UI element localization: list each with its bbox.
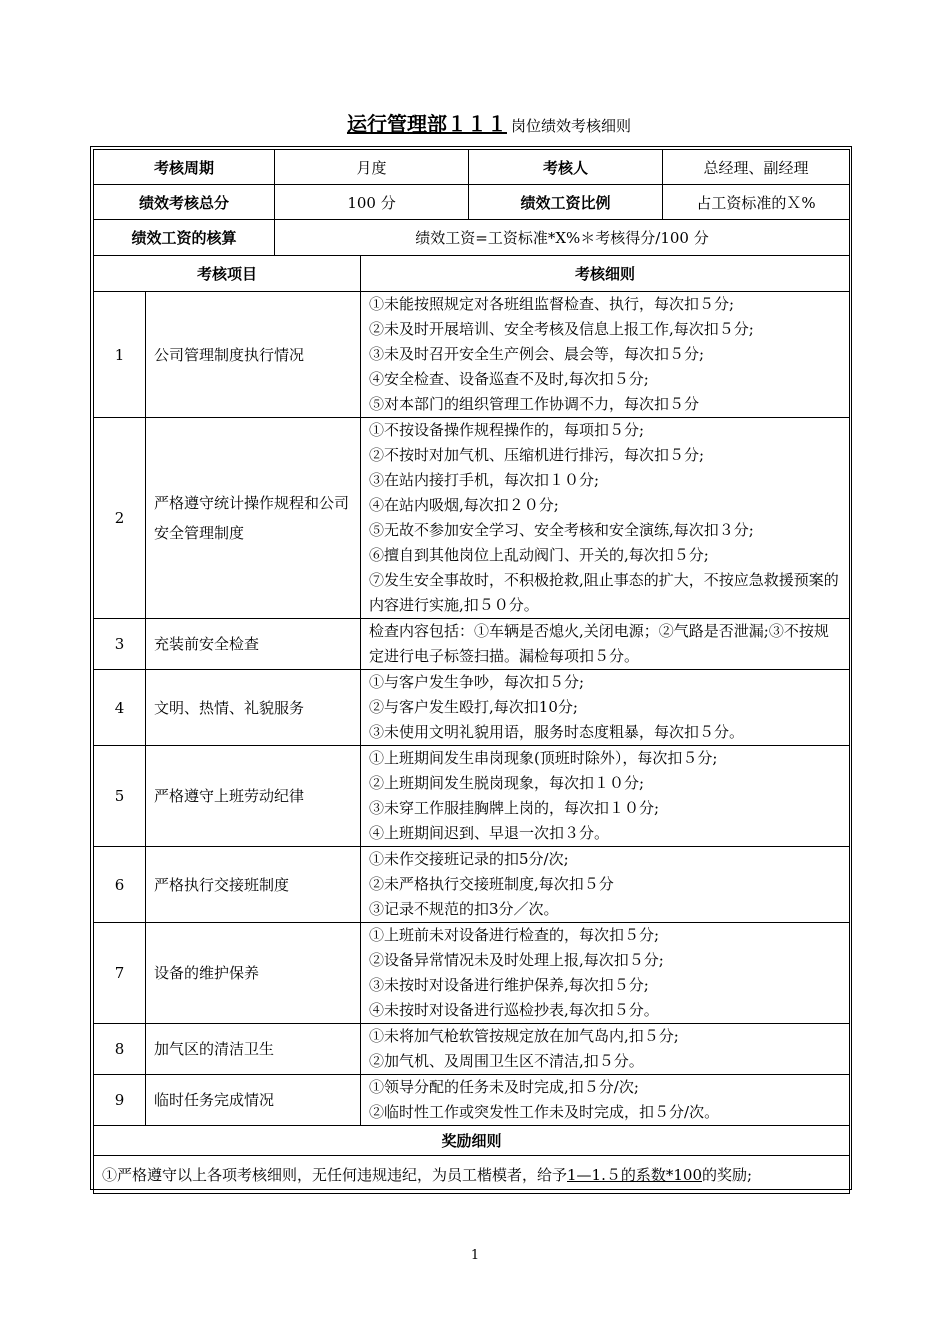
detail-line: ③未穿工作服挂胸牌上岗的，每次扣１０分; bbox=[369, 799, 660, 817]
row-details bbox=[361, 746, 850, 847]
table-row bbox=[94, 619, 850, 670]
row-number: 6 bbox=[94, 847, 146, 923]
detail-line: ①上班前未对设备进行检查的，每次扣５分; bbox=[369, 926, 660, 944]
detail-line: ④上班期间迟到、早退一次扣３分。 bbox=[369, 824, 610, 842]
row-number: 7 bbox=[94, 923, 146, 1024]
row-details bbox=[361, 418, 850, 619]
detail-line: ③未使用文明礼貌用语，服务时态度粗暴，每次扣５分。 bbox=[369, 723, 745, 741]
row-item-name: 加气区的清洁卫生 bbox=[146, 1024, 361, 1075]
row-details bbox=[361, 1075, 850, 1126]
table-row bbox=[94, 847, 850, 923]
detail-line: ①与客户发生争吵，每次扣５分; bbox=[369, 673, 585, 691]
row-item-name: 充装前安全检查 bbox=[146, 619, 361, 670]
detail-line: ①不按设备操作规程操作的，每项扣５分; bbox=[369, 421, 645, 439]
row-item-name: 文明、热情、礼貌服务 bbox=[146, 670, 361, 746]
row-details bbox=[361, 619, 850, 670]
detail-line: ③未及时召开安全生产例会、晨会等，每次扣５分; bbox=[369, 345, 705, 363]
detail-line: ④安全检查、设备巡查不及时,每次扣５分; bbox=[369, 370, 649, 388]
row-item-name: 临时任务完成情况 bbox=[146, 1075, 361, 1126]
reward-text-before: ①严格遵守以上各项考核细则，无任何违规违纪，为员工楷模者，给予 bbox=[102, 1166, 568, 1184]
period-label: 考核周期 bbox=[94, 150, 275, 185]
reward-text-after: 的奖励; bbox=[702, 1166, 753, 1184]
row-item-name: 严格遵守上班劳动纪律 bbox=[146, 746, 361, 847]
column-header-item: 考核项目 bbox=[94, 256, 361, 292]
table-row bbox=[94, 746, 850, 847]
detail-line: ④未按时对设备进行巡检抄表,每次扣５分。 bbox=[369, 1001, 659, 1019]
title-sub: 岗位绩效考核细则 bbox=[510, 117, 631, 135]
detail-line: ①未能按照规定对各班组监督检查、执行，每次扣５分; bbox=[369, 295, 735, 313]
detail-line: ②设备异常情况未及时处理上报,每次扣５分; bbox=[369, 951, 664, 969]
row-item-name: 设备的维护保养 bbox=[146, 923, 361, 1024]
detail-line: ①未将加气枪软管按规定放在加气岛内,扣５分; bbox=[369, 1027, 679, 1045]
row-number: 2 bbox=[94, 418, 146, 619]
detail-line: ⑥擅自到其他岗位上乱动阀门、开关的,每次扣５分; bbox=[369, 546, 709, 564]
total-score-label: 绩效考核总分 bbox=[94, 185, 275, 220]
row-details bbox=[361, 292, 850, 418]
detail-line: ②加气机、及周围卫生区不清洁,扣５分。 bbox=[369, 1052, 644, 1070]
table-row bbox=[94, 1024, 850, 1075]
row-number: 9 bbox=[94, 1075, 146, 1126]
detail-line: ②未及时开展培训、安全考核及信息上报工作,每次扣５分; bbox=[369, 320, 754, 338]
page-number: 1 bbox=[470, 1248, 480, 1263]
detail-line: 检查内容包括：①车辆是否熄火,关闭电源；②气路是否泄漏;③不按规定进行电子标签扫描。漏检每项扣５分。 bbox=[369, 622, 829, 665]
total-score-value: 100 分 bbox=[275, 185, 469, 220]
row-details bbox=[361, 847, 850, 923]
detail-line: ②不按时对加气机、压缩机进行排污，每次扣５分; bbox=[369, 446, 705, 464]
table-row bbox=[94, 292, 850, 418]
detail-line: ③在站内接打手机，每次扣１０分; bbox=[369, 471, 600, 489]
detail-line: ①上班期间发生串岗现象(顶班时除外），每次扣５分; bbox=[369, 749, 718, 767]
period-value: 月度 bbox=[275, 150, 469, 185]
assessor-label: 考核人 bbox=[469, 150, 663, 185]
detail-line: ②上班期间发生脱岗现象，每次扣１０分; bbox=[369, 774, 645, 792]
title-main: 运行管理部１１１ bbox=[346, 112, 507, 136]
detail-line: ②临时性工作或突发性工作未及时完成，扣５分/次。 bbox=[369, 1103, 720, 1121]
assessor-value: 总经理、副经理 bbox=[663, 150, 850, 185]
table-row bbox=[94, 1075, 850, 1126]
detail-line: ③记录不规范的扣3分／次。 bbox=[369, 900, 559, 918]
ratio-label: 绩效工资比例 bbox=[469, 185, 663, 220]
table-row bbox=[94, 418, 850, 619]
document-title bbox=[0, 108, 950, 137]
detail-line: ①领导分配的任务未及时完成,扣５分/次; bbox=[369, 1078, 639, 1096]
detail-line: ⑦发生安全事故时，不积极抢救,阻止事态的扩大，不按应急救援预案的内容进行实施,扣５０分。 bbox=[369, 571, 839, 614]
detail-line: ①未作交接班记录的扣5分/次; bbox=[369, 850, 569, 868]
table-row bbox=[94, 670, 850, 746]
assessment-table bbox=[93, 149, 850, 1194]
detail-line: ②未严格执行交接班制度,每次扣５分 bbox=[369, 875, 614, 893]
reward-text bbox=[94, 1156, 850, 1194]
detail-line: ⑤对本部门的组织管理工作协调不力，每次扣５分 bbox=[369, 395, 700, 413]
row-number: 3 bbox=[94, 619, 146, 670]
detail-line: ④在站内吸烟,每次扣２０分; bbox=[369, 496, 559, 514]
row-item-name: 严格执行交接班制度 bbox=[146, 847, 361, 923]
calc-label: 绩效工资的核算 bbox=[94, 220, 275, 256]
table-row bbox=[94, 923, 850, 1024]
row-number: 5 bbox=[94, 746, 146, 847]
detail-line: ③未按时对设备进行维护保养,每次扣５分; bbox=[369, 976, 649, 994]
row-item-name: 公司管理制度执行情况 bbox=[146, 292, 361, 418]
row-details bbox=[361, 923, 850, 1024]
row-number: 1 bbox=[94, 292, 146, 418]
row-details bbox=[361, 1024, 850, 1075]
ratio-value: 占工资标准的Ｘ% bbox=[663, 185, 850, 220]
row-item-name: 严格遵守统计操作规程和公司安全管理制度 bbox=[146, 418, 361, 619]
calc-value: 绩效工资=工资标准*X%＊考核得分/100 分 bbox=[275, 220, 850, 256]
column-header-detail: 考核细则 bbox=[361, 256, 850, 292]
assessment-table-frame bbox=[90, 146, 852, 1190]
detail-line: ⑤无故不参加安全学习、安全考核和安全演练,每次扣３分; bbox=[369, 521, 754, 539]
detail-line: ②与客户发生殴打,每次扣10分; bbox=[369, 698, 578, 716]
row-number: 4 bbox=[94, 670, 146, 746]
row-number: 8 bbox=[94, 1024, 146, 1075]
reward-coefficient: 1—1.５的系数*100 bbox=[567, 1166, 703, 1184]
reward-label: 奖励细则 bbox=[94, 1126, 850, 1156]
row-details bbox=[361, 670, 850, 746]
